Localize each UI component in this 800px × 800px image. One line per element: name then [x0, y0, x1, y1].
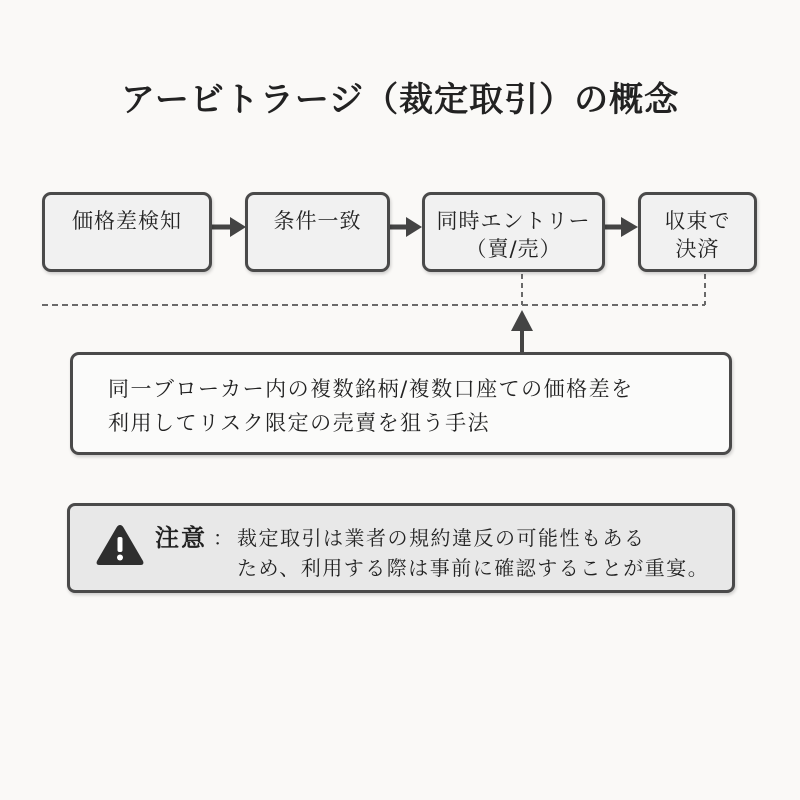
flow-step-sublabel: （賣/売）: [465, 237, 562, 261]
flow-arrow-2: [390, 217, 422, 237]
warning-line: 裁定取引は業者の規約違反の可能性もある: [237, 526, 646, 550]
description-line: 利用してリスク限定の売賣を狙う手法: [108, 411, 491, 435]
flow-step-price-detection: [42, 192, 212, 272]
flow-step-label: 収束で: [664, 209, 731, 233]
flow-step-label: 同時エントリー: [436, 209, 591, 233]
flow-arrow-1: [212, 217, 246, 237]
up-arrow: [511, 310, 533, 353]
warning-text: [237, 523, 709, 583]
flow-arrow-3: [605, 217, 638, 237]
warning-box: [67, 503, 735, 593]
dashed-connector: [42, 274, 705, 305]
flow-step-settlement: [638, 192, 757, 272]
warning-line: ため、利用する際は事前に確認することが重宴。: [237, 556, 710, 580]
flow-step-sublabel: 決済: [675, 237, 720, 261]
flow-step-label: 価格差検知: [72, 209, 182, 233]
diagram-title: アービトラージ（裁定取引）の概念: [120, 80, 680, 120]
flow-step-label: 条件一致: [273, 209, 362, 233]
warning-separator: ：: [213, 526, 233, 550]
warning-triangle-icon: [95, 523, 145, 567]
description-line: 同一ブローカー内の複数銘柄/複数口座ての価格差を: [108, 377, 634, 401]
flow-step-condition-match: [245, 192, 390, 272]
flow-step-simultaneous-entry: [422, 192, 605, 272]
warning-label: 注意: [155, 524, 207, 552]
description-box: [70, 352, 732, 455]
